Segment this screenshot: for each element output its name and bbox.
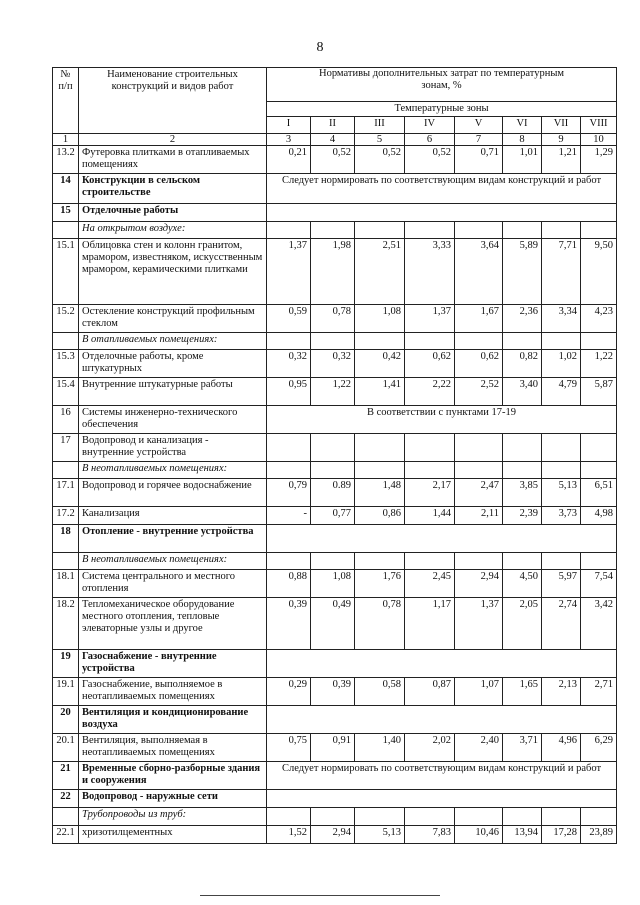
row-number-cell: 13.2: [53, 146, 79, 174]
norms-table: [52, 67, 617, 844]
table-row: [53, 239, 617, 305]
table-row: [53, 762, 617, 790]
row-name-cell: Канализация: [79, 507, 267, 525]
value-cell: [311, 434, 355, 462]
table-row: [53, 350, 617, 378]
row-name-cell: Отделочные работы, кроме штукатурных: [79, 350, 267, 378]
value-cell: 0,71: [455, 146, 503, 174]
value-cell: 5,97: [542, 570, 581, 598]
empty-span-cell: [267, 706, 617, 734]
empty-span-cell: [267, 650, 617, 678]
value-cell: 2,45: [405, 570, 455, 598]
value-cell: 1,08: [311, 570, 355, 598]
value-cell: 0,75: [267, 734, 311, 762]
value-cell: 2,71: [581, 678, 617, 706]
row-name-cell: Отделочные работы: [79, 204, 267, 222]
value-cell: 2,74: [542, 598, 581, 650]
value-cell: 3,40: [503, 378, 542, 406]
value-cell: 2,47: [455, 479, 503, 507]
table-row: [53, 479, 617, 507]
value-cell: 3,33: [405, 239, 455, 305]
table-row: [53, 222, 617, 239]
subheading-cell: В отапливаемых помещениях:: [79, 333, 267, 350]
column-index: 9: [542, 134, 581, 146]
value-cell: 1,37: [405, 305, 455, 333]
table-row: [53, 204, 617, 222]
table-row: [53, 462, 617, 479]
value-cell: 0,78: [311, 305, 355, 333]
value-cell: 2,52: [455, 378, 503, 406]
value-cell: 2,05: [503, 598, 542, 650]
column-index: 6: [405, 134, 455, 146]
zone-header: VIII: [581, 117, 617, 134]
value-cell: 2,51: [355, 239, 405, 305]
value-cell: 1,98: [311, 239, 355, 305]
subheading-cell: В неотапливаемых помещениях:: [79, 462, 267, 479]
value-cell: [455, 808, 503, 826]
value-cell: [267, 222, 311, 239]
value-cell: 1,48: [355, 479, 405, 507]
value-cell: 1,44: [405, 507, 455, 525]
value-cell: [581, 553, 617, 570]
table-row: [53, 553, 617, 570]
row-number-cell: 18: [53, 525, 79, 553]
header-no: № п/п: [53, 68, 79, 134]
value-cell: [581, 434, 617, 462]
value-cell: [311, 333, 355, 350]
row-number-cell: 17.1: [53, 479, 79, 507]
value-cell: 7,83: [405, 826, 455, 844]
table-row: [53, 734, 617, 762]
value-cell: 0,52: [311, 146, 355, 174]
value-cell: [542, 333, 581, 350]
row-name-cell: хризотилцементных: [79, 826, 267, 844]
row-number-cell: 19: [53, 650, 79, 678]
value-cell: [542, 434, 581, 462]
value-cell: [355, 553, 405, 570]
row-number-cell: 15.3: [53, 350, 79, 378]
value-cell: 1,29: [581, 146, 617, 174]
value-cell: 2,40: [455, 734, 503, 762]
subheading-cell: На открытом воздухе:: [79, 222, 267, 239]
row-number-cell: 20: [53, 706, 79, 734]
value-cell: [503, 462, 542, 479]
value-cell: [455, 434, 503, 462]
value-cell: 1,22: [311, 378, 355, 406]
header-name: Наименование строительных конструкций и видов работ: [79, 68, 267, 134]
value-cell: [355, 462, 405, 479]
value-cell: 1,52: [267, 826, 311, 844]
value-cell: [355, 222, 405, 239]
value-cell: 0,87: [405, 678, 455, 706]
value-cell: [581, 333, 617, 350]
table-row: [53, 378, 617, 406]
table-header: [53, 68, 617, 146]
value-cell: -: [267, 507, 311, 525]
value-cell: 0,82: [503, 350, 542, 378]
row-name-cell: Газоснабжение, выполняемое в неотапливаемых помещениях: [79, 678, 267, 706]
table-body: [53, 146, 617, 844]
empty-span-cell: [267, 790, 617, 808]
value-cell: 3,34: [542, 305, 581, 333]
zone-header: IV: [405, 117, 455, 134]
value-cell: 2,02: [405, 734, 455, 762]
value-cell: 0.89: [311, 479, 355, 507]
column-index: 10: [581, 134, 617, 146]
value-cell: 0,86: [355, 507, 405, 525]
bottom-rule: [200, 895, 440, 896]
value-cell: 0,52: [405, 146, 455, 174]
value-cell: [455, 333, 503, 350]
row-name-cell: Система центрального и местного отопления: [79, 570, 267, 598]
value-cell: [405, 333, 455, 350]
value-cell: [267, 553, 311, 570]
value-cell: 2,22: [405, 378, 455, 406]
value-cell: 1,37: [455, 598, 503, 650]
value-cell: 1,67: [455, 305, 503, 333]
table-row: [53, 525, 617, 553]
row-number-cell: 17: [53, 434, 79, 462]
value-cell: 0,62: [455, 350, 503, 378]
value-cell: 10,46: [455, 826, 503, 844]
row-number-cell: [53, 462, 79, 479]
value-cell: 2,36: [503, 305, 542, 333]
value-cell: 0,39: [267, 598, 311, 650]
value-cell: 9,50: [581, 239, 617, 305]
table-row: [53, 650, 617, 678]
value-cell: 17,28: [542, 826, 581, 844]
merged-note-cell: Следует нормировать по соответствующим видам конструкций и работ: [267, 762, 617, 790]
row-name-cell: Системы инженерно-технического обеспечения: [79, 406, 267, 434]
row-number-cell: 22: [53, 790, 79, 808]
value-cell: [405, 553, 455, 570]
zone-header: VI: [503, 117, 542, 134]
table-row: [53, 790, 617, 808]
merged-note-cell: Следует нормировать по соответствующим видам конструкций и работ: [267, 174, 617, 204]
table-row: [53, 305, 617, 333]
value-cell: [581, 808, 617, 826]
page-number: 8: [316, 40, 324, 55]
row-number-cell: 15: [53, 204, 79, 222]
value-cell: 0,58: [355, 678, 405, 706]
value-cell: [542, 462, 581, 479]
row-number-cell: 14: [53, 174, 79, 204]
value-cell: [311, 462, 355, 479]
value-cell: [503, 333, 542, 350]
row-name-cell: Газоснабжение - внутренние устройства: [79, 650, 267, 678]
value-cell: 1,76: [355, 570, 405, 598]
value-cell: 0,49: [311, 598, 355, 650]
value-cell: 4,79: [542, 378, 581, 406]
value-cell: 2,39: [503, 507, 542, 525]
value-cell: 4,98: [581, 507, 617, 525]
table-row: [53, 146, 617, 174]
value-cell: 1,08: [355, 305, 405, 333]
value-cell: 3,73: [542, 507, 581, 525]
value-cell: 0,78: [355, 598, 405, 650]
value-cell: 7,71: [542, 239, 581, 305]
column-index-row: [53, 134, 617, 146]
value-cell: [267, 808, 311, 826]
value-cell: 5,13: [355, 826, 405, 844]
value-cell: [355, 333, 405, 350]
value-cell: [503, 434, 542, 462]
subheading-cell: В неотапливаемых помещениях:: [79, 553, 267, 570]
value-cell: 2,94: [455, 570, 503, 598]
value-cell: [581, 462, 617, 479]
value-cell: 1,17: [405, 598, 455, 650]
value-cell: 0,52: [355, 146, 405, 174]
subheading-cell: Трубопроводы из труб:: [79, 808, 267, 826]
column-index: 2: [79, 134, 267, 146]
table-row: [53, 570, 617, 598]
column-index: 7: [455, 134, 503, 146]
value-cell: 4,50: [503, 570, 542, 598]
value-cell: 2,13: [542, 678, 581, 706]
value-cell: 0,32: [311, 350, 355, 378]
header-zones: Температурные зоны: [267, 102, 617, 117]
value-cell: [311, 808, 355, 826]
table-row: [53, 333, 617, 350]
value-cell: 1,65: [503, 678, 542, 706]
zone-header: III: [355, 117, 405, 134]
value-cell: 0,79: [267, 479, 311, 507]
value-cell: [267, 434, 311, 462]
value-cell: 7,54: [581, 570, 617, 598]
row-name-cell: Внутренние штукатурные работы: [79, 378, 267, 406]
value-cell: [355, 434, 405, 462]
zone-header: VII: [542, 117, 581, 134]
row-number-cell: 17.2: [53, 507, 79, 525]
value-cell: [542, 808, 581, 826]
value-cell: 2,17: [405, 479, 455, 507]
row-name-cell: Вентиляция и кондиционирование воздуха: [79, 706, 267, 734]
value-cell: 0,91: [311, 734, 355, 762]
row-number-cell: 18.1: [53, 570, 79, 598]
header-norms: Нормативы дополнительных затрат по температурным зонам, %: [267, 68, 617, 102]
merged-note-cell: В соответствии с пунктами 17-19: [267, 406, 617, 434]
value-cell: [355, 808, 405, 826]
value-cell: 6,51: [581, 479, 617, 507]
value-cell: 2,11: [455, 507, 503, 525]
value-cell: 0,95: [267, 378, 311, 406]
value-cell: 2,94: [311, 826, 355, 844]
value-cell: 1,41: [355, 378, 405, 406]
value-cell: [405, 462, 455, 479]
row-number-cell: [53, 553, 79, 570]
row-number-cell: [53, 333, 79, 350]
zone-header: II: [311, 117, 355, 134]
value-cell: 4,96: [542, 734, 581, 762]
value-cell: 1,01: [503, 146, 542, 174]
empty-span-cell: [267, 525, 617, 553]
value-cell: 1,07: [455, 678, 503, 706]
value-cell: [542, 553, 581, 570]
column-index: 3: [267, 134, 311, 146]
row-number-cell: 20.1: [53, 734, 79, 762]
value-cell: 5,89: [503, 239, 542, 305]
table-row: [53, 406, 617, 434]
column-index: 1: [53, 134, 79, 146]
table-row: [53, 706, 617, 734]
value-cell: 0,29: [267, 678, 311, 706]
row-name-cell: Временные сборно-разборные здания и сооружения: [79, 762, 267, 790]
value-cell: 0,39: [311, 678, 355, 706]
row-number-cell: [53, 222, 79, 239]
row-name-cell: Облицовка стен и колонн гранитом, мрамором, известняком, искусственным мрамором, керамическими плитками: [79, 239, 267, 305]
value-cell: 0,21: [267, 146, 311, 174]
value-cell: [405, 808, 455, 826]
value-cell: 0,77: [311, 507, 355, 525]
table-row: [53, 507, 617, 525]
value-cell: 0,32: [267, 350, 311, 378]
row-name-cell: Конструкции в сельском строительстве: [79, 174, 267, 204]
row-number-cell: [53, 808, 79, 826]
value-cell: 13,94: [503, 826, 542, 844]
value-cell: 3,64: [455, 239, 503, 305]
value-cell: 3,42: [581, 598, 617, 650]
row-name-cell: Футеровка плитками в отапливаемых помещениях: [79, 146, 267, 174]
column-index: 8: [503, 134, 542, 146]
value-cell: 1,02: [542, 350, 581, 378]
row-name-cell: Водопровод - наружные сети: [79, 790, 267, 808]
value-cell: 3,71: [503, 734, 542, 762]
row-number-cell: 18.2: [53, 598, 79, 650]
value-cell: 0,59: [267, 305, 311, 333]
value-cell: 23,89: [581, 826, 617, 844]
table-row: [53, 598, 617, 650]
value-cell: [267, 333, 311, 350]
table-row: [53, 174, 617, 204]
value-cell: [503, 553, 542, 570]
row-number-cell: 15.1: [53, 239, 79, 305]
row-number-cell: 15.4: [53, 378, 79, 406]
row-number-cell: 15.2: [53, 305, 79, 333]
value-cell: [455, 553, 503, 570]
row-number-cell: 21: [53, 762, 79, 790]
value-cell: [455, 222, 503, 239]
value-cell: [542, 222, 581, 239]
value-cell: [503, 808, 542, 826]
value-cell: 1,21: [542, 146, 581, 174]
row-number-cell: 16: [53, 406, 79, 434]
row-name-cell: Водопровод и канализация - внутренние устройства: [79, 434, 267, 462]
value-cell: [267, 462, 311, 479]
value-cell: [455, 462, 503, 479]
row-number-cell: 19.1: [53, 678, 79, 706]
value-cell: [503, 222, 542, 239]
value-cell: [581, 222, 617, 239]
row-name-cell: Вентиляция, выполняемая в неотапливаемых помещениях: [79, 734, 267, 762]
value-cell: 3,85: [503, 479, 542, 507]
zone-header: I: [267, 117, 311, 134]
row-name-cell: Отопление - внутренние устройства: [79, 525, 267, 553]
row-name-cell: Тепломеханическое оборудование местного отопления, тепловые элеваторные узлы и другое: [79, 598, 267, 650]
value-cell: 0,42: [355, 350, 405, 378]
table-row: [53, 808, 617, 826]
value-cell: [311, 222, 355, 239]
row-name-cell: Остекление конструкций профильным стеклом: [79, 305, 267, 333]
table-row: [53, 826, 617, 844]
column-index: 5: [355, 134, 405, 146]
row-name-cell: Водопровод и горячее водоснабжение: [79, 479, 267, 507]
value-cell: 1,37: [267, 239, 311, 305]
empty-span-cell: [267, 204, 617, 222]
table-row: [53, 434, 617, 462]
table-row: [53, 678, 617, 706]
value-cell: 4,23: [581, 305, 617, 333]
value-cell: [405, 434, 455, 462]
value-cell: 0,62: [405, 350, 455, 378]
zone-header: V: [455, 117, 503, 134]
value-cell: [405, 222, 455, 239]
value-cell: 5,13: [542, 479, 581, 507]
value-cell: 5,87: [581, 378, 617, 406]
column-index: 4: [311, 134, 355, 146]
value-cell: 6,29: [581, 734, 617, 762]
value-cell: 1,40: [355, 734, 405, 762]
value-cell: [311, 553, 355, 570]
value-cell: 1,22: [581, 350, 617, 378]
value-cell: 0,88: [267, 570, 311, 598]
row-number-cell: 22.1: [53, 826, 79, 844]
